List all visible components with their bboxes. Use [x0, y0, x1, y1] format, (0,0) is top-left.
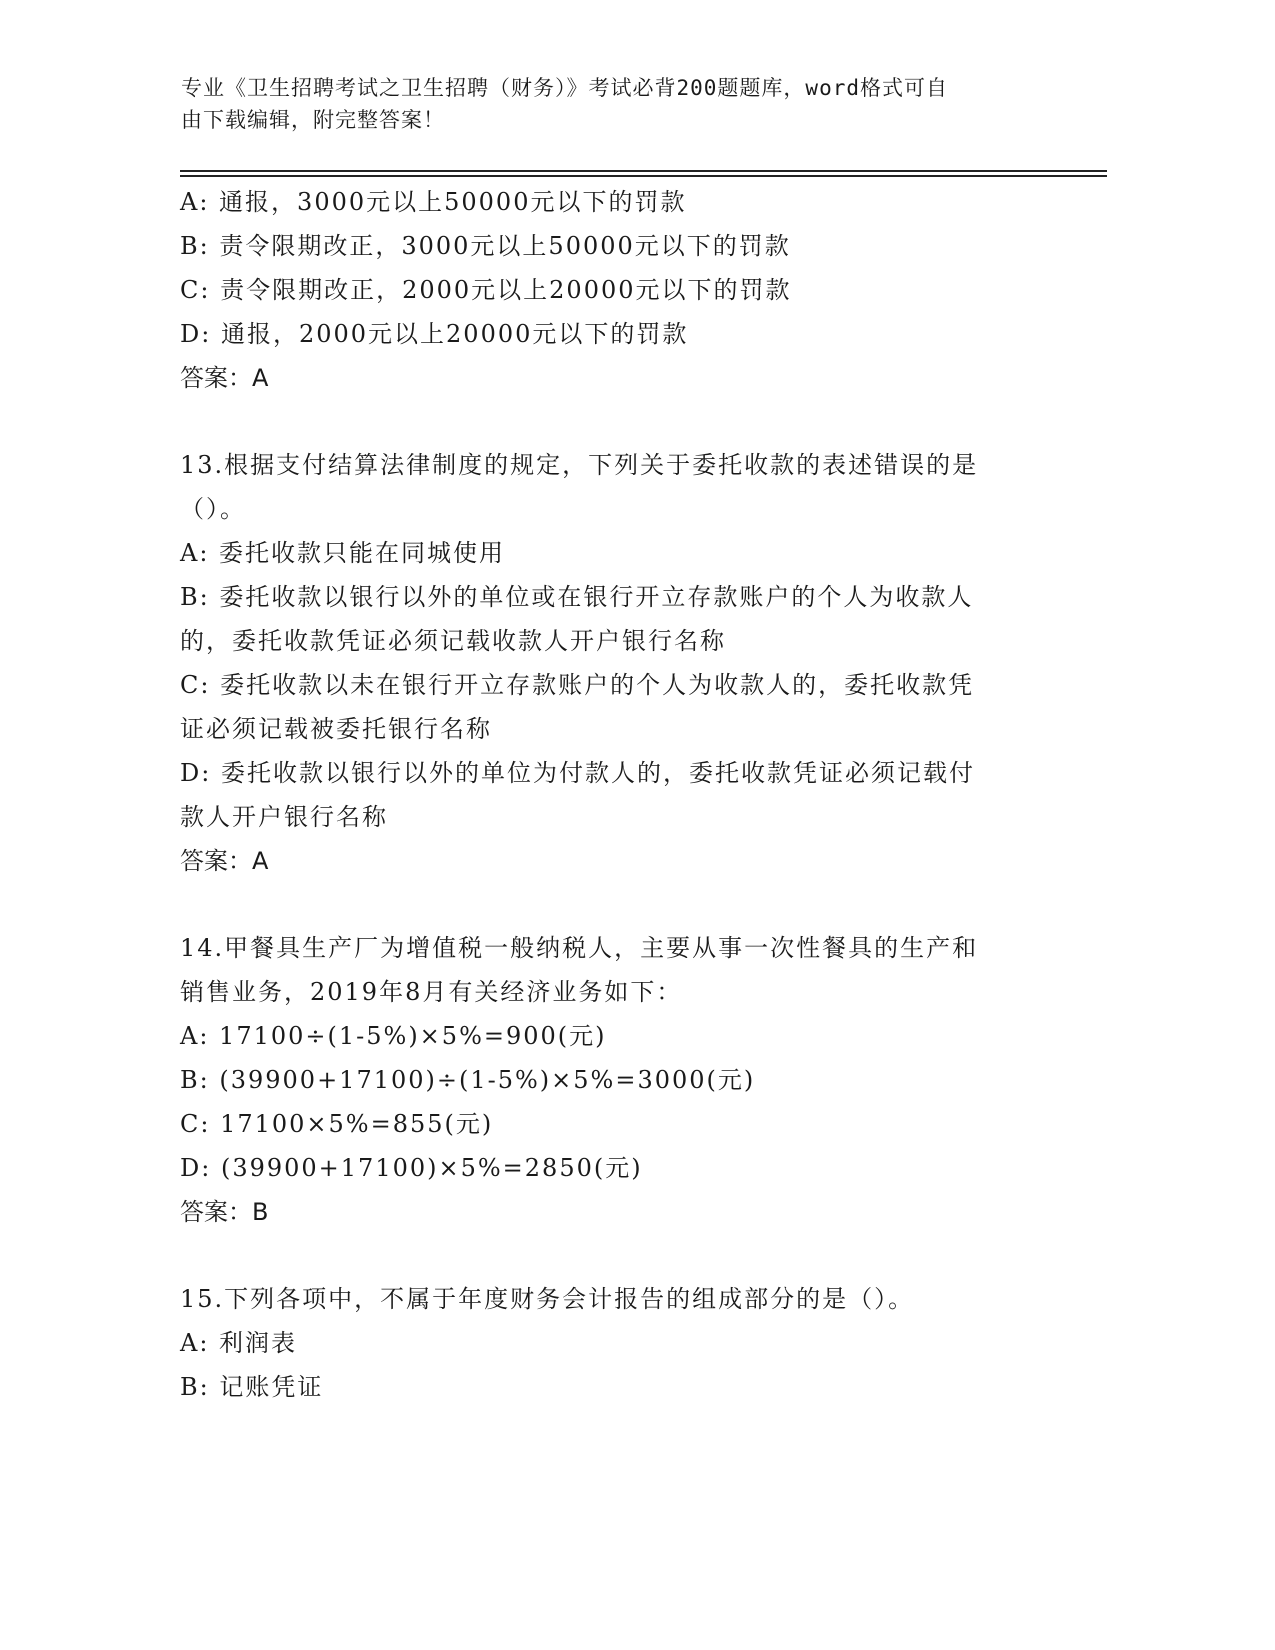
question-13	[180, 443, 1060, 883]
question-stem-cont: 销售业务，2019年8月有关经济业务如下：	[180, 978, 683, 1006]
question-stem: 13.根据支付结算法律制度的规定，下列关于委托收款的表述错误的是	[180, 451, 979, 479]
answer-line: 答案：B	[180, 1198, 269, 1226]
question-12	[180, 180, 1060, 400]
document-header	[181, 72, 1041, 136]
option-d: D: 委托收款以银行以外的单位为付款人的，委托收款凭证必须记载付	[180, 759, 975, 787]
header-line-2: 由下载编辑，附完整答案！	[181, 108, 445, 132]
option-a: A: 17100÷(1-5%)×5%=900(元)	[180, 1022, 607, 1050]
option-c: C: 责令限期改正，2000元以上20000元以下的罚款	[180, 276, 792, 304]
header-line-1: 专业《卫生招聘考试之卫生招聘（财务）》考试必背200题题库，word格式可自	[181, 76, 948, 100]
option-c-cont: 证必须记载被委托银行名称	[180, 715, 492, 743]
option-d: D: 通报，2000元以上20000元以下的罚款	[180, 320, 689, 348]
question-stem-cont: （）。	[180, 495, 246, 523]
option-d: D: (39900+17100)×5%=2850(元)	[180, 1154, 643, 1182]
question-stem: 14.甲餐具生产厂为增值税一般纳税人，主要从事一次性餐具的生产和	[180, 934, 979, 962]
option-a: A: 利润表	[180, 1329, 298, 1357]
option-b: B: 记账凭证	[180, 1373, 324, 1401]
question-stem: 15.下列各项中，不属于年度财务会计报告的组成部分的是（）。	[180, 1285, 915, 1313]
option-b: B: 责令限期改正，3000元以上50000元以下的罚款	[180, 232, 791, 260]
option-b: B: 委托收款以银行以外的单位或在银行开立存款账户的个人为收款人	[180, 583, 974, 611]
answer-line: 答案：A	[180, 847, 269, 875]
question-15	[180, 1277, 1060, 1409]
header-rule-top	[180, 170, 1107, 172]
question-14	[180, 926, 1060, 1234]
option-c: C: 17100×5%=855(元)	[180, 1110, 494, 1138]
question-content	[180, 180, 1060, 1409]
header-rule-bottom	[180, 175, 1107, 177]
option-b-cont: 的，委托收款凭证必须记载收款人开户银行名称	[180, 627, 726, 655]
option-d-cont: 款人开户银行名称	[180, 803, 388, 831]
option-b: B: (39900+17100)÷(1-5%)×5%=3000(元)	[180, 1066, 756, 1094]
option-a: A: 通报，3000元以上50000元以下的罚款	[180, 188, 687, 216]
option-a: A: 委托收款只能在同城使用	[180, 539, 506, 567]
answer-line: 答案：A	[180, 364, 269, 392]
option-c: C: 委托收款以未在银行开立存款账户的个人为收款人的，委托收款凭	[180, 671, 975, 699]
